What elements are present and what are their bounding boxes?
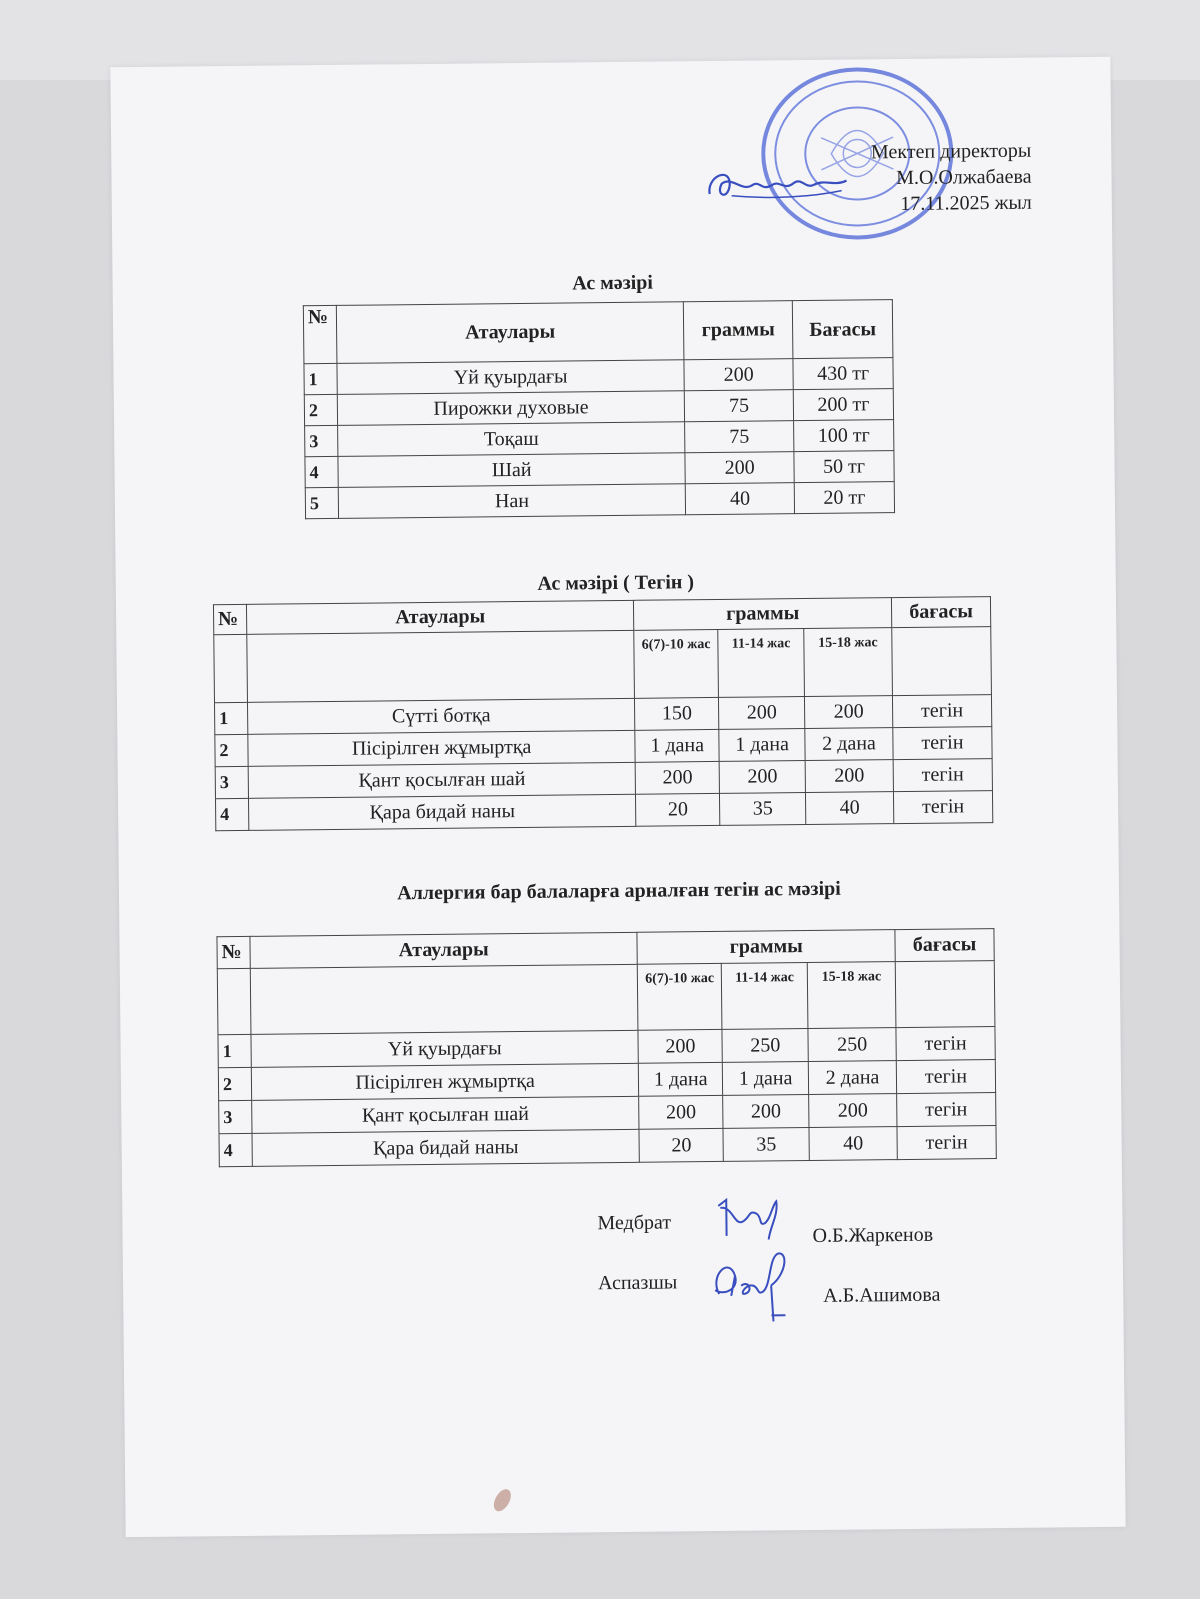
table-row: 2 Пісірілген жұмыртқа 1 дана 1 дана 2 дана тегін — [215, 727, 992, 767]
table-row: 4 Қара бидай наны 20 35 40 тегін — [219, 1126, 996, 1167]
approval-date: 17.11.2025 жыл — [900, 191, 1032, 216]
menu2-header-num: № — [213, 604, 246, 634]
menu3-header-num: № — [217, 936, 250, 968]
menu1-header-num: № — [303, 305, 337, 363]
table-row: 1 Сүтті ботқа 150 200 200 тегін — [214, 695, 991, 735]
menu3-title: Аллергия бар балаларға арналған тегін ас мәзірі — [397, 877, 841, 905]
cook-signature-icon — [705, 1245, 796, 1326]
director-signature-icon — [701, 155, 852, 207]
menu3-age-group: 15-18 жас — [807, 962, 896, 1029]
menu3-age-group: 6(7)-10 жас — [638, 963, 723, 1030]
cook-name: А.Б.Ашимова — [823, 1283, 941, 1307]
menu1-header-price: Бағасы — [792, 300, 893, 359]
document-page — [110, 57, 1125, 1537]
menu2-age-group: 6(7)-10 жас — [634, 629, 719, 698]
table-row: 5 Нан 40 20 тг — [305, 482, 894, 519]
menu2-header-name: Атаулары — [246, 600, 634, 634]
menu2-header-price: бағасы — [891, 597, 990, 628]
menu3-table — [216, 928, 996, 1167]
table-row: 3 Қант қосылған шай 200 200 200 тегін — [219, 1093, 996, 1134]
menu3-header-name: Атаулары — [250, 932, 638, 968]
menu2-age-group: 15-18 жас — [804, 628, 893, 697]
menu3-age-group: 11-14 жас — [721, 963, 808, 1030]
menu2-header-grams: граммы — [634, 598, 892, 631]
table-row: 2 Пирожки духовые 75 200 тг — [304, 389, 893, 426]
nurse-name: О.Б.Жаркенов — [812, 1223, 934, 1247]
menu2-age-group: 11-14 жас — [718, 629, 805, 698]
table-row: 1 Үй қуырдағы 200 250 250 тегін — [218, 1027, 995, 1068]
menu3-header-grams: граммы — [637, 930, 895, 965]
approval-block — [871, 138, 1032, 218]
table-row: 4 Шай 200 50 тг — [305, 451, 894, 488]
table-row: 3 Қант қосылған шай 200 200 200 тегін — [215, 759, 992, 799]
table-row: 4 Қара бидай наны 20 35 40 тегін — [215, 791, 992, 831]
table-row: 3 Тоқаш 75 100 тг — [305, 420, 894, 457]
menu1-title: Ас мәзірі — [572, 271, 654, 295]
menu1-header-name: Атаулары — [336, 302, 684, 364]
menu2-table — [213, 596, 993, 831]
menu1-table — [303, 299, 895, 519]
cook-role: Аспазшы — [597, 1271, 678, 1295]
table-row: 1 Үй қуырдағы 200 430 тг — [304, 358, 893, 395]
approval-title: Мектеп директоры — [870, 139, 1032, 164]
menu1-header-grams: граммы — [684, 301, 793, 360]
menu2-title: Ас мәзірі ( Тегін ) — [537, 571, 695, 595]
approval-name: М.О.Олжабаева — [896, 165, 1032, 190]
table-row: 2 Пісірілген жұмыртқа 1 дана 1 дана 2 дана тегін — [218, 1060, 995, 1101]
paper-stain — [490, 1486, 514, 1514]
nurse-signature-icon — [712, 1195, 783, 1246]
nurse-role: Медбрат — [597, 1211, 672, 1235]
menu3-header-price: бағасы — [895, 929, 994, 962]
